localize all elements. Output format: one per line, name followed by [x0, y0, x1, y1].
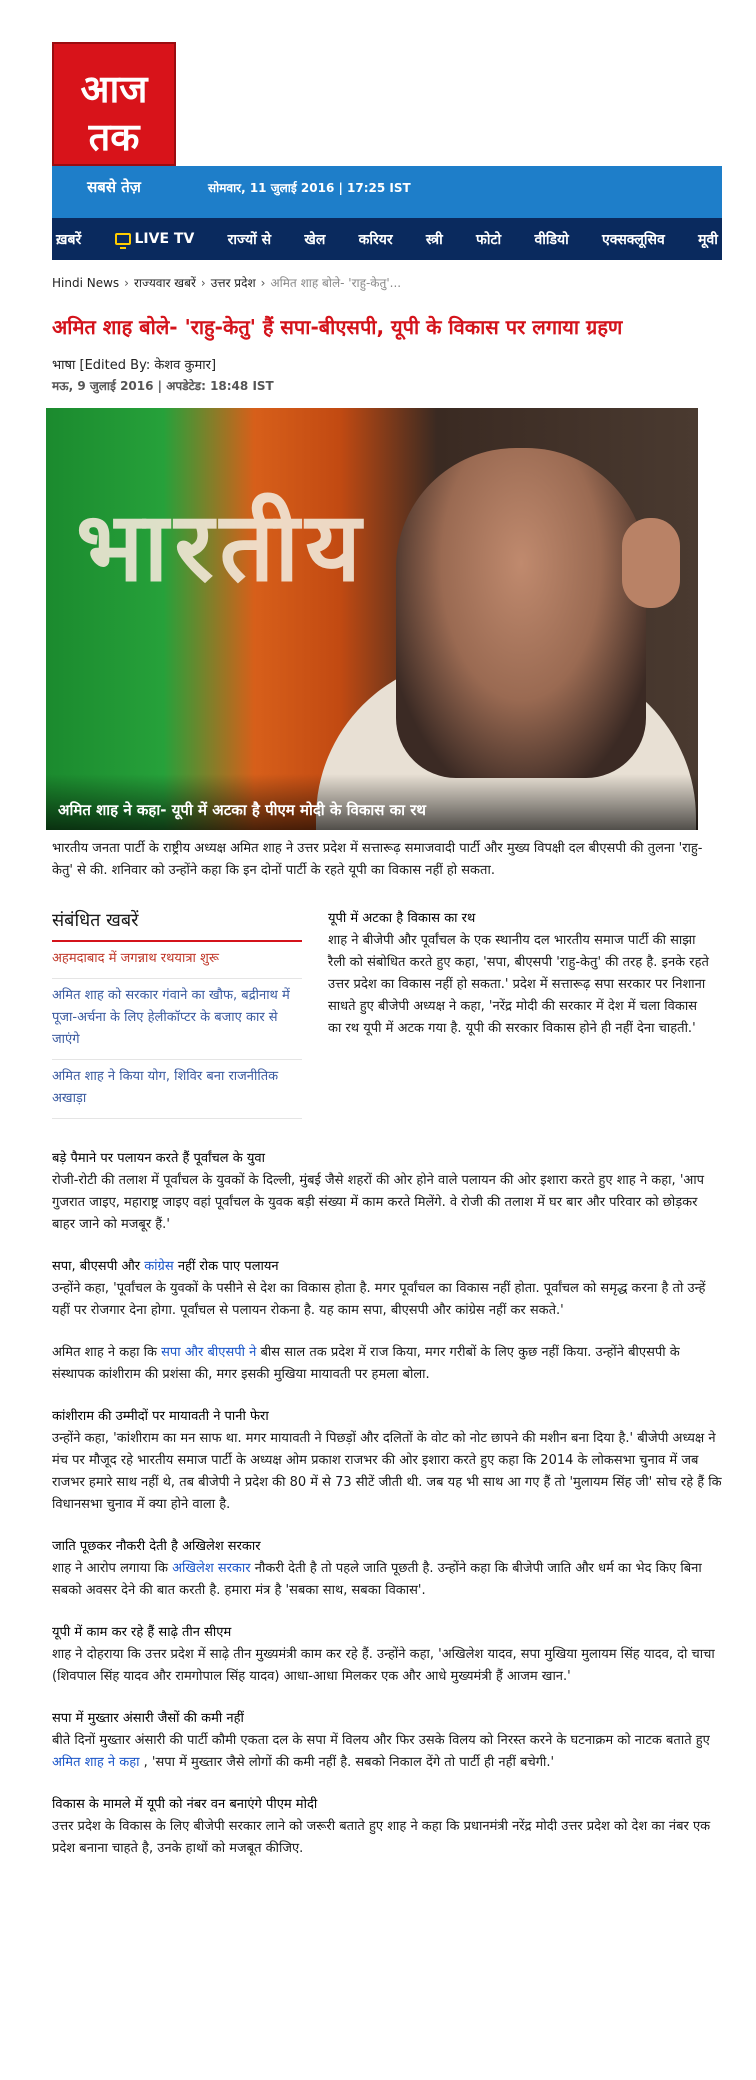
- header-date: सोमवार, 11 जुलाई 2016 | 17:25 IST: [208, 181, 411, 195]
- section-7: [52, 1708, 722, 1774]
- related-and-side: [52, 908, 722, 1128]
- aajtak-logo[interactable]: [52, 42, 176, 166]
- side-text: शाह ने बीजेपी और पूर्वांचल के एक स्थानीय दल भारतीय समाज पार्टी की साझा रैली को संबोधित करते हुए कहा, 'सपा, बीएसपी 'राहु-केतु' की तरह है. इनके रहते उत्तर प्रदेश का विकास नहीं हो सकता.' प्रदेश में सत्तारूढ़ सपा सरकार पर निशाना साधते हुए बीजेपी अध्यक्ष ने कहा, 'नरेंद्र मोदी की सरकार में देश में चला विकास का रथ यूपी में अटक गया है. यूपी की सरकार विकास होने ही नहीं देना चाहती.': [328, 933, 709, 1036]
- nav-movie[interactable]: मूवी: [698, 231, 718, 248]
- related-item-2[interactable]: अमित शाह को सरकार गंवाने का खौफ, बद्रीनाथ में पूजा-अर्चना के लिए हेलीकॉप्टर के बजाए कार से जाएंगे: [52, 979, 302, 1060]
- breadcrumb-hindi-news[interactable]: Hindi News: [52, 276, 120, 290]
- section-2-heading: सपा, बीएसपी और कांग्रेस नहीं रोक पाए पलायन: [52, 1259, 279, 1274]
- section-8-heading: विकास के मामले में यूपी को नंबर वन बनाएंगे पीएम मोदी: [52, 1797, 318, 1812]
- page: [52, 42, 722, 1860]
- section-8: [52, 1794, 722, 1860]
- main-nav: [52, 218, 722, 260]
- nav-khel[interactable]: खेल: [304, 231, 326, 248]
- breadcrumb-uttar-pradesh[interactable]: उत्तर प्रदेश: [210, 276, 256, 290]
- logo-line1: आज: [80, 67, 148, 111]
- article-byline: भाषा [Edited By: केशव कुमार]: [52, 358, 217, 373]
- section-6: [52, 1622, 722, 1688]
- section-1: [52, 1148, 722, 1236]
- hero-person: [396, 448, 646, 778]
- section-8-text: उत्तर प्रदेश के विकास के लिए बीजेपी सरकार लाने को जरूरी बताते हुए शाह ने कहा कि प्रधानमंत्री नरेंद्र मोदी उत्तर प्रदेश को देश का नंबर एक प्रदेश बनाना चाहते है, उनके हाथों को मजबूत कीजिए.: [52, 1819, 711, 1856]
- nav-career[interactable]: करियर: [358, 231, 393, 248]
- logo-tagline-box: [52, 166, 176, 218]
- tv-icon: [115, 233, 131, 245]
- section-6-text: शाह ने दोहराया कि उत्तर प्रदेश में साढ़े तीन मुख्यमंत्री काम कर रहे हैं. उन्होंने कहा, 'अखिलेश यादव, सपा मुखिया मुलायम सिंह यादव, दो चाचा (शिवपाल सिंह यादव और रामगोपाल सिंह यादव) आधा-आधा मिलकर एक और आधे मुख्यमंत्री हैं आजम खान.': [52, 1647, 715, 1684]
- akhilesh-sarkar-link[interactable]: अखिलेश सरकार: [172, 1561, 251, 1576]
- related-item-1[interactable]: अहमदाबाद में जगन्नाथ रथयात्रा शुरू: [52, 942, 302, 979]
- breadcrumb: Hindi News › राज्यवार खबरें › उत्तर प्रदेश › अमित शाह बोले- 'राहु-केतु'...: [52, 276, 402, 290]
- breadcrumb-state-news[interactable]: राज्यवार खबरें: [133, 276, 196, 290]
- related-heading: संबंधित खबरें: [52, 908, 302, 942]
- section-5: [52, 1536, 722, 1602]
- article-title: अमित शाह बोले- 'राहु-केतु' हैं सपा-बीएसपी, यूपी के विकास पर लगाया ग्रहण: [52, 315, 623, 339]
- article-intro: भारतीय जनता पार्टी के राष्ट्रीय अध्यक्ष अमित शाह ने उत्तर प्रदेश में सत्तारूढ़ समाजवादी पार्टी और मुख्य विपक्षी दल बीएसपी की तुलना 'राहु-केतु' से की. शनिवार को उन्होंने कहा कि इन दोनों पार्टी के रहते यूपी का विकास नहीं हो सकता.: [52, 841, 703, 878]
- breadcrumb-current: अमित शाह बोले- 'राहु-केतु'...: [270, 276, 402, 290]
- nav-rajyon-se[interactable]: राज्यों से: [227, 231, 272, 248]
- section-7-heading: सपा में मुख्तार अंसारी जैसों की कमी नहीं: [52, 1711, 244, 1726]
- section-6-heading: यूपी में काम कर रहे हैं साढ़े तीन सीएम: [52, 1625, 232, 1640]
- nav-video[interactable]: वीडियो: [534, 231, 569, 248]
- amit-shah-said-link[interactable]: अमित शाह ने कहा: [52, 1755, 140, 1770]
- section-3: [52, 1342, 722, 1386]
- side-heading: यूपी में अटका है विकास का रथ: [328, 911, 476, 926]
- section-3-text: अमित शाह ने कहा कि सपा और बीएसपी ने बीस साल तक प्रदेश में राज किया, मगर गरीबों के लिए कुछ नहीं किया. उन्होंने बीएसपी के संस्थापक कांशीराम की प्रशंसा की, मगर इसकी मुखिया मायावती पर हमला बोला.: [52, 1345, 680, 1382]
- section-2: [52, 1256, 722, 1322]
- article-dateline: मऊ, 9 जुलाई 2016 | अपडेटेड: 18:48 IST: [52, 379, 274, 393]
- hero-hand: [622, 518, 680, 608]
- section-2-text: उन्होंने कहा, 'पूर्वांचल के युवकों के पसीने से देश का विकास होता है. मगर पूर्वांचल का विकास नहीं होता. पूर्वांचल को समृद्ध करना है तो उन्हें यहीं पर रोजगार देना होगा. पूर्वांचल से पलायन रोकना है. यह काम सपा, बीएसपी और कांग्रेस नहीं कर सकते.': [52, 1281, 706, 1318]
- section-5-heading: जाति पूछकर नौकरी देती है अखिलेश सरकार: [52, 1539, 261, 1554]
- side-section: [328, 908, 712, 1128]
- article-hero-image: [46, 408, 698, 830]
- hero-caption: अमित शाह ने कहा- यूपी में अटका है पीएम मोदी के विकास का रथ: [58, 801, 426, 819]
- nav-khabren[interactable]: ख़बरें: [56, 231, 82, 248]
- section-1-text: रोजी-रोटी की तलाश में पूर्वांचल के युवकों के दिल्ली, मुंबई जैसे शहरों की ओर होने वाले पलायन की ओर इशारा करते हुए शाह ने कहा, 'आप गुजरात जाइए, महाराष्ट्र जाइए वहां पूर्वांचल के युवक बड़ी संख्या में काम करते मिलेंगे. वे रोजी की तलाश में घर बार और परिवार को छोड़कर बाहर जाने को मजबूर हैं.': [52, 1173, 705, 1232]
- tagline: सबसे तेज़: [87, 178, 141, 196]
- section-1-heading: बड़े पैमाने पर पलायन करते हैं पूर्वांचल के युवा: [52, 1151, 265, 1166]
- section-4-text: उन्होंने कहा, 'कांशीराम का मन साफ था. मगर मायावती ने पिछड़ों और दलितों के वोट को नोट छापने की मशीन बना दिया है.' बीजेपी अध्यक्ष ने मंच पर मौजूद रहे भारतीय समाज पार्टी के अध्यक्ष ओम प्रकाश राजभर की ओर इशारा करते हुए कहा कि 2014 के लोकसभा चुनाव में जब राजभर हमारे साथ नहीं थे, तब बीजेपी ने प्रदेश की 80 में से 73 सीटें जीती थी. जब यह भी साथ आ गए हैं तो 'मुलायम सिंह जी' सोच रहे हैं कि विधानसभा चुनाव में क्या होने वाला है.: [52, 1431, 722, 1512]
- nav-exclusive[interactable]: एक्सक्लूसिव: [602, 231, 665, 248]
- nav-live-tv[interactable]: [115, 231, 195, 247]
- site-header: [52, 42, 722, 260]
- section-4-heading: कांशीराम की उम्मीदों पर मायावती ने पानी फेरा: [52, 1409, 269, 1424]
- related-news: [52, 908, 322, 1128]
- sp-bsp-link[interactable]: सपा और बीएसपी ने: [161, 1345, 257, 1360]
- nav-photo[interactable]: फोटो: [476, 231, 502, 248]
- hero-caption-overlay: [46, 774, 698, 830]
- nav-live-tv-label: LIVE TV: [134, 231, 195, 247]
- congress-link[interactable]: कांग्रेस: [144, 1259, 174, 1274]
- nav-stree[interactable]: स्त्री: [425, 231, 443, 248]
- section-5-text: शाह ने आरोप लगाया कि अखिलेश सरकार नौकरी देती है तो पहले जाति पूछती है. उन्होंने कहा कि बीजेपी जाति और धर्म का भेद किए बिना सबको अवसर देने की बात करती है. हमारा मंत्र है 'सबका साथ, सबका विकास'.: [52, 1561, 702, 1598]
- logo-line2: तक: [88, 115, 140, 159]
- section-7-text: बीते दिनों मुख्तार अंसारी की पार्टी कौमी एकता दल के सपा में विलय और फिर उसके विलय को निरस्त करने के घटनाक्रम को नाटक बताते हुए अमित शाह ने कहा , 'सपा में मुख्तार जैसे लोगों की कमी नहीं है. सबको निकाल देंगे तो पार्टी ही नहीं बचेगी.': [52, 1733, 710, 1770]
- section-4: [52, 1406, 722, 1516]
- hero-bg-text: भारतीय: [76, 491, 367, 603]
- related-item-3[interactable]: अमित शाह ने किया योग, शिविर बना राजनीतिक अखाड़ा: [52, 1060, 302, 1119]
